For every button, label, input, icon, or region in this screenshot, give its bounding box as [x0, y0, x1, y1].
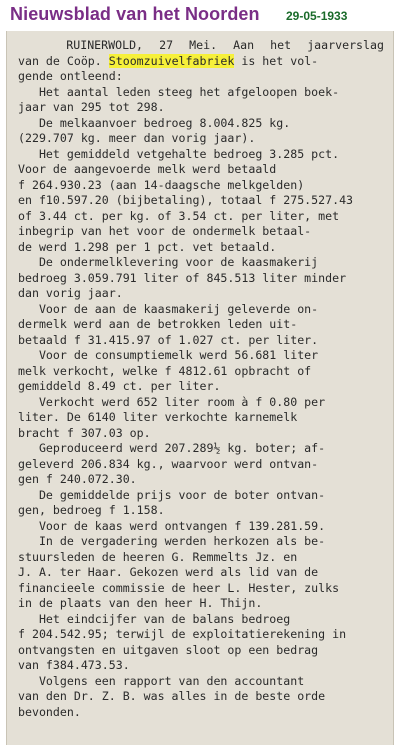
article-line: De melkaanvoer bedroeg 8.004.825 kg. [18, 115, 291, 130]
article-line: gen, bedroeg f 1.158. [18, 503, 165, 517]
article-line: geleverd 206.834 kg., waarvoor werd ontvan- [18, 456, 319, 471]
newspaper-clipping [6, 31, 394, 745]
clipping-header [0, 0, 400, 30]
article-line: inbegrip van het voor de ondermelk betaal- [18, 224, 312, 238]
article-line: De ondermelklevering voor de kaasmakerij [18, 255, 319, 269]
article-line: de werd 1.298 per 1 pct. vet betaald. [18, 239, 277, 254]
newspaper-name: Nieuwsblad van het Noorden [10, 4, 260, 24]
article-line: van den Dr. Z. B. was alles in de beste orde [18, 689, 326, 703]
article-line: bracht f 307.03 op. [18, 425, 151, 440]
article-line: Het gemiddeld vetgehalte bedroeg 3.285 pct. [18, 146, 340, 161]
article-line: f 264.930.23 (aan 14-daagsche melkgelden) [18, 177, 305, 192]
article-line: Volgens een rapport van den accountant [18, 673, 305, 688]
article-line: in de plaats van den heer H. Thijn. [18, 596, 263, 610]
article-line: Geproduceerd werd 207.289½ kg. boter; af- [18, 441, 326, 455]
article-line: J. A. ter Haar. Gekozen werd als lid van de [18, 565, 319, 579]
article-line: bedroeg 3.059.791 liter of 845.513 liter minder [18, 270, 347, 285]
article-line: Het aantal leden steeg het afgeloopen boek- [18, 84, 340, 99]
article-line: In de vergadering werden herkozen als be- [18, 534, 326, 548]
article-line: financieele commissie de heer L. Hester, zulks [18, 580, 340, 595]
article-line: Voor de kaas werd ontvangen f 139.281.59. [18, 518, 326, 533]
article-line: van f384.473.53. [18, 658, 130, 672]
article-line: van de Coöp. Stoomzuivelfabriek is het vol- [18, 53, 319, 68]
article-line: melk verkocht, welke f 4812.61 opbracht of [18, 363, 312, 378]
article-line: Het eindcijfer van de balans bedroeg [18, 611, 291, 626]
article-line: stuursleden de heeren G. Remmelts Jz. en [18, 549, 298, 564]
article-line: en f10.597.20 (bijbetaling), totaal f 275.527.43 [18, 193, 354, 207]
article-line: De gemiddelde prijs voor de boter ontvan- [18, 487, 326, 502]
article-line: dermelk werd aan de betrokken leden uit- [18, 317, 298, 331]
article-line: ontvangsten en uitgaven sloot op een bedrag [18, 642, 319, 657]
article-dateline: RUINERWOLD, 27 Mei. Aan het jaarverslag [66, 38, 384, 52]
publication-date: 29-05-1933 [286, 9, 348, 23]
article-line: jaar van 295 tot 298. [18, 100, 165, 114]
article-line: of 3.44 ct. per kg. of 3.54 ct. per liter, met [18, 208, 340, 223]
article-line: dan vorig jaar. [18, 286, 123, 300]
article-line: gende ontleend: [18, 69, 123, 83]
article-line: bevonden. [18, 704, 81, 719]
article-line [18, 38, 384, 54]
article-line: liter. De 6140 liter verkochte karnemelk [18, 410, 298, 424]
article-body [18, 69, 384, 720]
article-text [18, 38, 384, 720]
article-line: Voor de consumptiemelk werd 56.681 liter [18, 348, 319, 362]
article-line: Voor de aan de kaasmakerij geleverde on- [18, 301, 319, 316]
article-line: Verkocht werd 652 liter room à f 0.80 per [18, 394, 326, 409]
highlighted-keyword: Stoomzuivelfabriek [108, 53, 235, 68]
article-line: (229.707 kg. meer dan vorig jaar). [18, 131, 256, 145]
article-line: f 204.542.95; terwijl de exploitatierekening in [18, 627, 347, 641]
article-line: gen f 240.072.30. [18, 472, 137, 486]
article-line: Voor de aangevoerde melk werd betaald [18, 162, 277, 176]
article-line: gemiddeld 8.49 ct. per liter. [18, 379, 221, 393]
article-line: betaald f 31.415.97 of 1.027 ct. per liter. [18, 332, 319, 347]
